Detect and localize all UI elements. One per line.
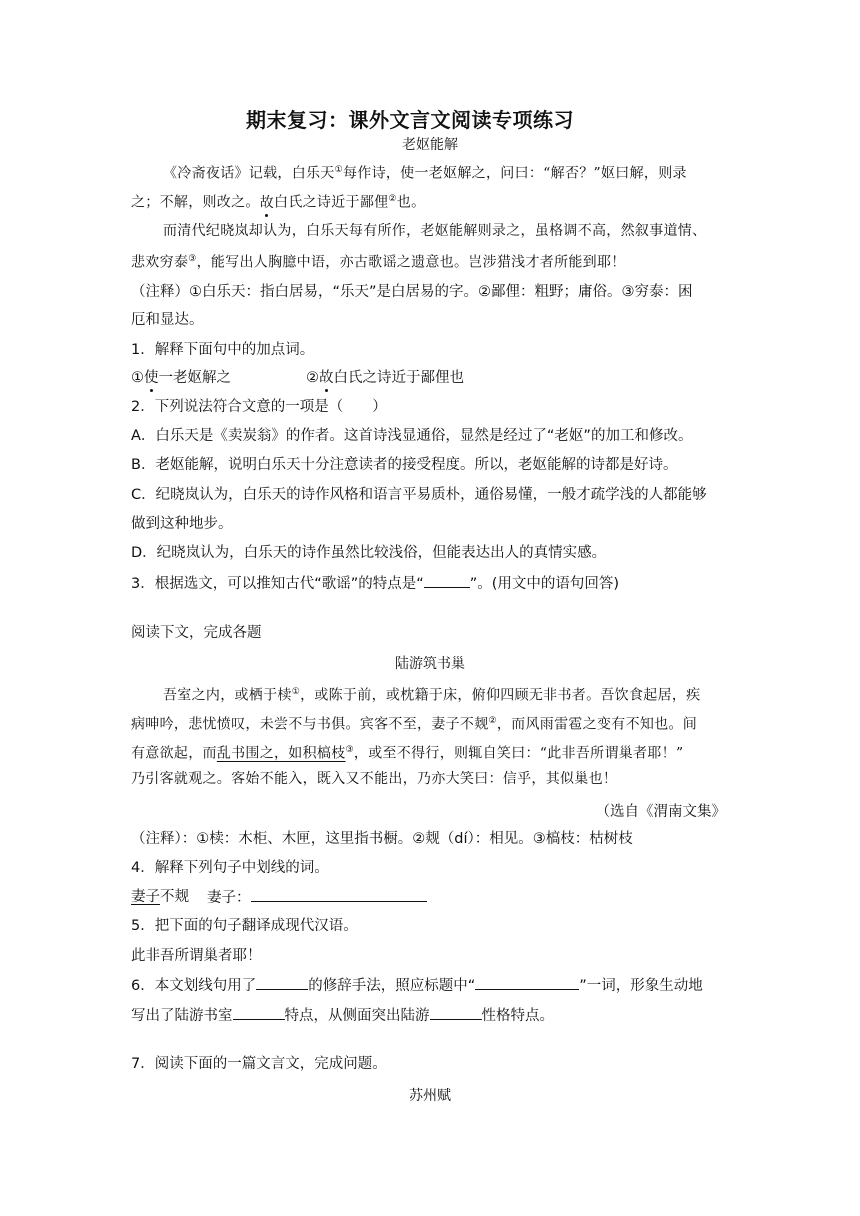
- page-title: 期末复习：课外文言文阅读专项练习: [246, 108, 574, 132]
- text-span: ”一词，形象生动地: [579, 978, 703, 994]
- text-span: ，或至不得行，则辄自笑曰：“此非吾所谓巢者耶！”: [353, 745, 684, 762]
- text-span: 吾室之内，或栖于椟: [163, 687, 292, 704]
- passage-1-note-line-1: （注释）①白乐天：指白居易，“乐天”是白居易的字。②鄙俚：粗野；庸俗。③穷泰：困: [131, 284, 693, 300]
- answer-label: 妻子：: [207, 890, 251, 906]
- passage-2-line-1: [163, 682, 700, 706]
- passage-2-line-3: [131, 740, 683, 764]
- emphasis-dot-word: 故: [259, 194, 275, 211]
- footnote-marker: ①: [291, 687, 301, 697]
- passage-1-paragraph-1-line-1: [163, 160, 687, 184]
- option-a: A．白乐天是《卖炭翁》的作者。这首诗浅显通俗，显然是经过了“老妪”的加工和修改。: [131, 428, 693, 444]
- question-4: 4．解释下列句子中划线的词。: [131, 860, 329, 876]
- passage-2-source: （选自《渭南文集》: [595, 804, 726, 820]
- option-b: B．老妪能解，说明白乐天十分注意读者的接受程度。所以，老妪能解的诗都是好诗。: [131, 457, 678, 473]
- text-span: ，或陈于前，或枕籍于床，俯仰四顾无非书者。吾饮食起居，疾: [300, 687, 701, 704]
- text-span: 白氏之诗近于鄙俚也: [333, 370, 464, 386]
- answer-blank[interactable]: [233, 1005, 285, 1020]
- text-span: 也。: [396, 194, 426, 211]
- text-span: 有意欲起，而: [131, 745, 217, 762]
- option-c-line-2: 做到这种地步。: [131, 516, 233, 532]
- text-span: 之；不解，则改之。: [131, 194, 260, 211]
- answer-blank[interactable]: [430, 1005, 482, 1020]
- passage-2-title: 陆游筑书巢: [395, 656, 465, 672]
- option-c-line-1: C．纪晓岚认为，白乐天的诗作风格和语言平易质朴，通俗易懂，一般才疏学浅的人都能够: [131, 487, 707, 503]
- footnote-marker: ③: [188, 254, 197, 264]
- text-span: 的修辞手法，照应标题中“: [308, 978, 476, 994]
- passage-3-title: 苏州赋: [409, 1088, 451, 1104]
- text-span: 性格特点。: [481, 1008, 554, 1024]
- question-1: 1．解释下面句中的加点词。: [131, 342, 315, 358]
- question-1-item-a: [131, 368, 231, 388]
- underlined-sentence: 乱书围之，如积槁枝: [216, 745, 346, 762]
- emphasis-dot-word: 使: [144, 370, 159, 386]
- text-span: 特点，从侧面突出陆游: [284, 1008, 430, 1024]
- footnote-marker: ②: [488, 716, 497, 726]
- footnote-marker: ②: [388, 194, 397, 204]
- passage-1-title: 老妪能解: [402, 137, 458, 153]
- question-3: [131, 573, 619, 594]
- passage-2-note: （注释）：①椟：木柜、木匣，这里指书橱。②觌（dí）：相见。③槁枝：枯树枝: [131, 831, 633, 847]
- text-span: 一老妪解之: [158, 370, 231, 386]
- text-span: ①: [131, 370, 144, 386]
- question-4-answer: [207, 887, 427, 908]
- text-span: 写出了陆游书室: [131, 1008, 233, 1024]
- passage-1-paragraph-2-line-2: [131, 249, 626, 273]
- footnote-marker: ①: [334, 165, 343, 175]
- answer-blank[interactable]: [256, 975, 308, 990]
- emphasis-dot-word: 故: [319, 370, 334, 386]
- option-d: D．纪晓岚认为，白乐天的诗作虽然比较浅俗，但能表达出人的真情实感。: [131, 545, 607, 561]
- question-5: 5．把下面的句子翻译成现代汉语。: [131, 918, 358, 934]
- question-2: 2．下列说法符合文意的一项是（ ）: [131, 399, 387, 415]
- underlined-word: 妻子: [131, 889, 160, 905]
- text-span: 《冷斋夜话》记载，白乐天: [163, 165, 335, 182]
- passage-2-line-4: 乃引客就观之。客始不能入，既入又不能出，乃亦大笑曰：信乎，其似巢也！: [131, 771, 618, 787]
- text-span: 6．本文划线句用了: [131, 978, 257, 994]
- question-6-line-2: [131, 1005, 554, 1026]
- passage-1-paragraph-2-line-1: 而清代纪晓岚却认为，白乐天每有所作，老妪能解则录之，虽格调不高，然叙事道情、: [163, 223, 707, 239]
- text-span: ，而风雨雷雹之变有不知也。间: [496, 716, 698, 733]
- question-6-line-1: [131, 975, 703, 996]
- text-span: 每作诗，使一老妪解之，问曰：“解否？”妪曰解，则录: [342, 165, 687, 182]
- text-span: ，能写出人胸臆中语，亦古歌谣之遗意也。岂涉猎浅才者所能到耶！: [196, 254, 626, 271]
- text-span: 3．根据选文，可以推知古代“歌谣”的特点是“: [131, 576, 424, 592]
- text-span: 白氏之诗近于鄙俚: [274, 194, 389, 211]
- question-5-sentence: 此非吾所谓巢者耶！: [131, 948, 262, 964]
- answer-blank[interactable]: [251, 887, 427, 902]
- passage-1-paragraph-1-line-2: [131, 189, 425, 213]
- passage-2-intro: 阅读下文，完成各题: [131, 625, 262, 641]
- question-4-item: [131, 887, 189, 907]
- footnote-marker: ③: [345, 745, 354, 755]
- text-span: ②: [306, 370, 319, 386]
- question-1-item-b: [306, 368, 464, 388]
- answer-blank[interactable]: [424, 573, 470, 588]
- passage-1-note-line-2: 厄和显达。: [131, 312, 204, 328]
- text-span: 不觌: [160, 889, 189, 905]
- answer-blank[interactable]: [475, 975, 579, 990]
- text-span: ”。(用文中的语句回答): [469, 576, 620, 592]
- text-span: 病呻吟，悲忧愤叹，未尝不与书俱。宾客不至，妻子不觌: [131, 716, 489, 733]
- text-span: 悲欢穷泰: [131, 254, 189, 271]
- question-7: 7．阅读下面的一篇文言文，完成问题。: [131, 1056, 387, 1072]
- passage-2-line-2: [131, 711, 697, 735]
